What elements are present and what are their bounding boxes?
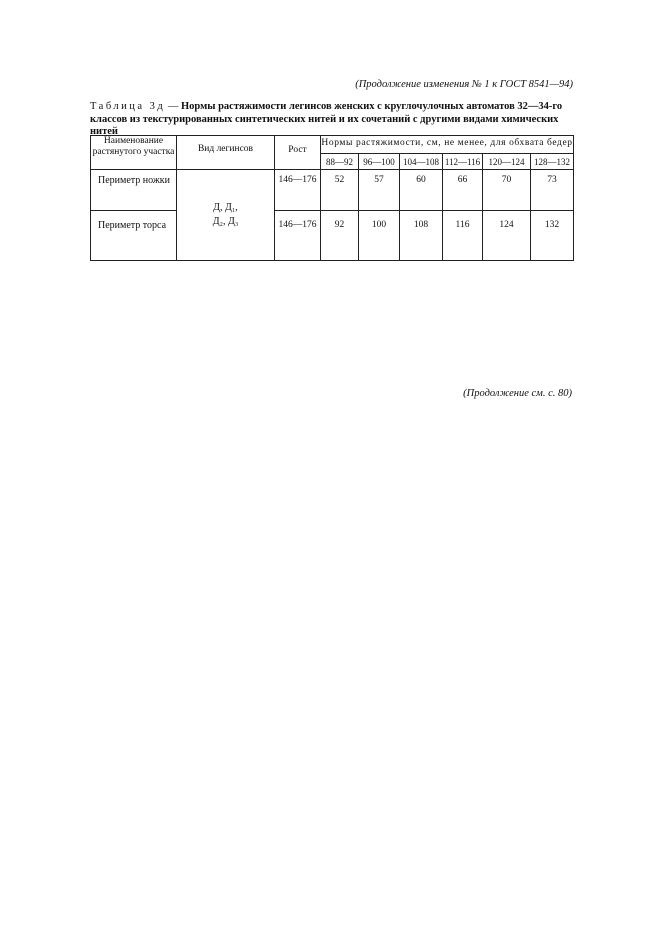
table-row <box>91 211 574 261</box>
size-header: 128—132 <box>531 154 574 170</box>
legging-kind-line: Д₂, Д₃ <box>212 216 239 227</box>
table-row <box>91 170 574 211</box>
header-height: Рост <box>275 136 321 170</box>
norm-value: 132 <box>531 211 574 261</box>
size-header: 96—100 <box>359 154 400 170</box>
legging-kind-line: Д, Д₁, <box>213 202 238 213</box>
row-height: 146—176 <box>275 170 321 211</box>
norm-value: 100 <box>359 211 400 261</box>
table-caption <box>90 101 575 139</box>
row-name: Периметр торса <box>91 211 177 261</box>
norm-value: 52 <box>321 170 359 211</box>
legging-kind-cell <box>177 170 275 261</box>
continuation-header-note: (Продолжение изменения № 1 к ГОСТ 8541—94) <box>355 79 573 90</box>
header-kind: Вид легинсов <box>177 136 275 170</box>
size-header: 104—108 <box>400 154 443 170</box>
norm-value: 124 <box>483 211 531 261</box>
header-norms: Нормы растяжимости, см, не менее, для обхвата бедер <box>321 136 574 154</box>
norm-value: 57 <box>359 170 400 211</box>
size-header: 88—92 <box>321 154 359 170</box>
table-number-label: Таблица 3д <box>90 101 166 112</box>
continuation-footer-note: (Продолжение см. с. 80) <box>463 388 572 399</box>
norm-value: 66 <box>443 170 483 211</box>
row-name: Периметр ножки <box>91 170 177 211</box>
table-title: Нормы растяжимости легинсов женских с круглочулочных автоматов 32—34-го классов из текстурированных синтетических нитей и их сочетаний с другими видами химических нитей <box>90 101 563 137</box>
norm-value: 60 <box>400 170 443 211</box>
norm-value: 108 <box>400 211 443 261</box>
size-header: 112—116 <box>443 154 483 170</box>
norm-value: 92 <box>321 211 359 261</box>
stretch-norms-table <box>90 135 574 261</box>
norm-value: 70 <box>483 170 531 211</box>
caption-dash: — <box>165 101 181 112</box>
norm-value: 73 <box>531 170 574 211</box>
header-row <box>91 136 574 154</box>
row-height: 146—176 <box>275 211 321 261</box>
norm-value: 116 <box>443 211 483 261</box>
size-header: 120—124 <box>483 154 531 170</box>
header-name: Наименование растянутого участка <box>91 136 177 170</box>
